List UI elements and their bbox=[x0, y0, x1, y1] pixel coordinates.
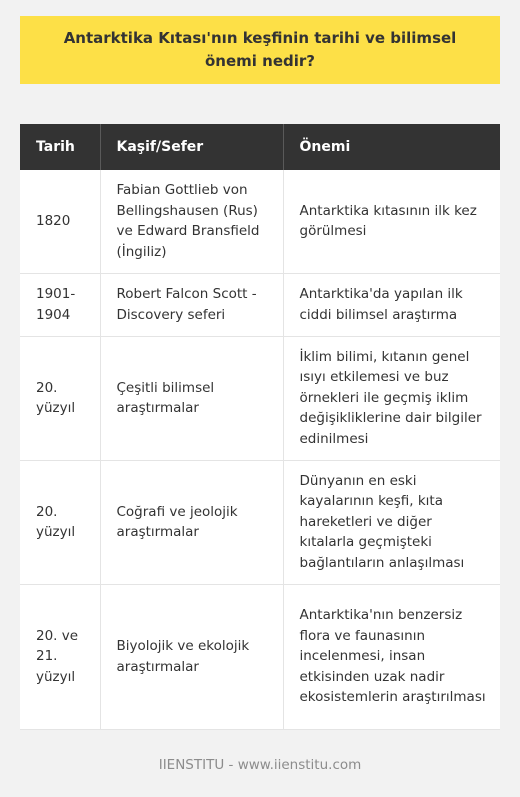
footer-credit: IIENSTITU - www.iienstitu.com bbox=[158, 757, 362, 773]
cell-importance: Dünyanın en eski kayalarının keşfi, kıta hareketleri ve diğer kıtalarla geçmişteki bağlantıların anlaşılması bbox=[283, 460, 500, 584]
cell-explorer: Fabian Gottlieb von Bellingshausen (Rus) ve Edward Bransfield (İngiliz) bbox=[100, 170, 283, 273]
cell-explorer: Biyolojik ve ekolojik araştırmalar bbox=[100, 584, 283, 729]
header-importance: Önemi bbox=[283, 124, 500, 170]
cell-importance: Antarktika kıtasının ilk kez görülmesi bbox=[283, 170, 500, 273]
cell-importance: Antarktika'nın benzersiz flora ve faunasının incelenmesi, insan etkisinden uzak nadir ekosistemlerin araştırılması bbox=[283, 584, 500, 729]
page-title: Antarktika Kıtası'nın keşfinin tarihi ve bilimsel önemi nedir? bbox=[63, 29, 457, 70]
header-explorer: Kaşif/Sefer bbox=[100, 124, 283, 170]
table-row bbox=[20, 336, 500, 460]
table-header-row bbox=[20, 124, 500, 170]
cell-date: 20. ve 21. yüzyıl bbox=[20, 584, 100, 729]
header-date: Tarih bbox=[20, 124, 100, 170]
table-row bbox=[20, 460, 500, 584]
cell-date: 1901-1904 bbox=[20, 273, 100, 336]
table-row bbox=[20, 273, 500, 336]
cell-explorer: Robert Falcon Scott - Discovery seferi bbox=[100, 273, 283, 336]
table-container bbox=[20, 124, 500, 730]
discovery-table bbox=[20, 124, 500, 730]
table-row bbox=[20, 584, 500, 729]
title-banner bbox=[20, 16, 500, 84]
cell-date: 20. yüzyıl bbox=[20, 336, 100, 460]
cell-importance: Antarktika'da yapılan ilk ciddi bilimsel araştırma bbox=[283, 273, 500, 336]
cell-importance: İklim bilimi, kıtanın genel ısıyı etkilemesi ve buz örnekleri ile geçmiş iklim değişikliklerine dair bilgiler edinilmesi bbox=[283, 336, 500, 460]
cell-explorer: Çeşitli bilimsel araştırmalar bbox=[100, 336, 283, 460]
cell-explorer: Coğrafi ve jeolojik araştırmalar bbox=[100, 460, 283, 584]
cell-date: 20. yüzyıl bbox=[20, 460, 100, 584]
cell-date: 1820 bbox=[20, 170, 100, 273]
table-row bbox=[20, 170, 500, 273]
